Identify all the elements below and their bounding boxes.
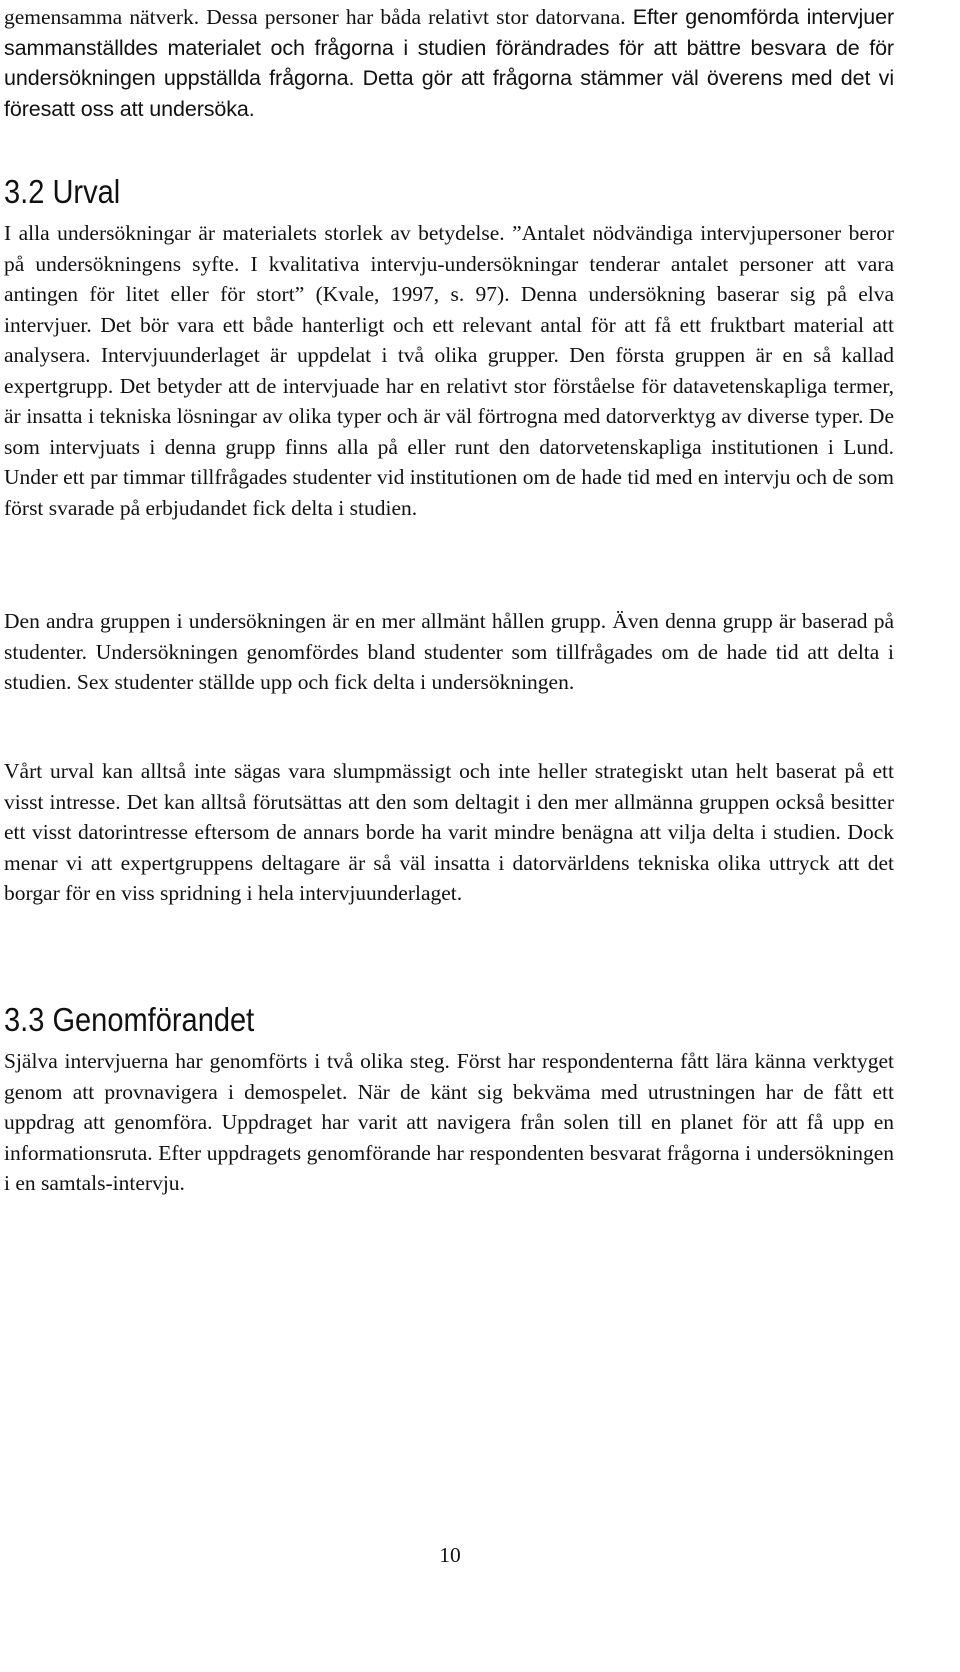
urval-paragraph-2: Den andra gruppen i undersökningen är en mer allmänt hållen grupp. Även denna grupp är baserad på studenter. Undersökningen genomfördes bland studenter som tillfrågades om de hade tid att delta i studien. Sex studenter ställde upp och fick delta i undersökningen. [4, 609, 894, 694]
section-heading-genomforandet: 3.3 Genomförandet [4, 1001, 255, 1038]
section-heading-urval: 3.2 Urval [4, 173, 121, 210]
intro-sentence-sans: Efter genomförda intervjuer sammanställdes materialet och frågorna i studien förändrades för att bättre besvara de för undersökningen uppställda frågorna. Detta gör att frågorna stämmer väl överens med det vi föresatt oss att undersöka. [4, 5, 895, 121]
intro-paragraph [4, 2, 894, 124]
intro-sentence-serif: gemensamma nätverk. Dessa personer har båda relativt stor datorvana. [4, 5, 626, 29]
urval-paragraph-3: Vårt urval kan alltså inte sägas vara slumpmässigt och inte heller strategiskt utan helt baserat på ett visst intresse. Det kan alltså förutsättas att den som deltagit i den mer allmänna gruppen också besitter ett visst datorintresse eftersom de annars borde ha varit mindre benägna att vilja delta i studien. Dock menar vi att expertgruppens deltagare är så väl insatta i datorvärldens tekniska olika uttryck att det borgar för en viss spridning i hela intervjuunderlaget. [4, 759, 894, 905]
page-number: 10 [439, 1543, 461, 1567]
genomforandet-paragraph-1: Själva intervjuerna har genomförts i två olika steg. Först har respondenterna fått lära känna verktyget genom att provnavigera i demospelet. När de känt sig bekväma med utrustningen har de fått ett uppdrag att genomföra. Uppdraget har varit att navigera från solen till en planet för att få upp en informationsruta. Efter uppdragets genomförande har respondenten besvarat frågorna i undersökningen i en samtals-intervju. [4, 1049, 894, 1195]
urval-paragraph-1: I alla undersökningar är materialets storlek av betydelse. ”Antalet nödvändiga intervjupersoner beror på undersökningens syfte. I kvalitativa intervju-undersökningar tenderar antalet personer att vara antingen för litet eller för stort” (Kvale, 1997, s. 97). Denna undersökning baserar sig på elva intervjuer. Det bör vara ett både hanterligt och ett relevant antal för att få ett fruktbart material att analysera. Intervjuunderlaget är uppdelat i två olika grupper. Den första gruppen är en så kallad expertgrupp. Det betyder att de intervjuade har en relativt stor förståelse för datavetenskapliga termer, är insatta i tekniska lösningar av olika typer och är väl förtrogna med datorverktyg av diverse typer. De som intervjuats i denna grupp finns alla på eller runt den datorvetenskapliga institutionen i Lund. Under ett par timmar tillfrågades studenter vid institutionen om de hade tid med en intervju och de som först svarade på erbjudandet fick delta i studien. [4, 221, 894, 520]
